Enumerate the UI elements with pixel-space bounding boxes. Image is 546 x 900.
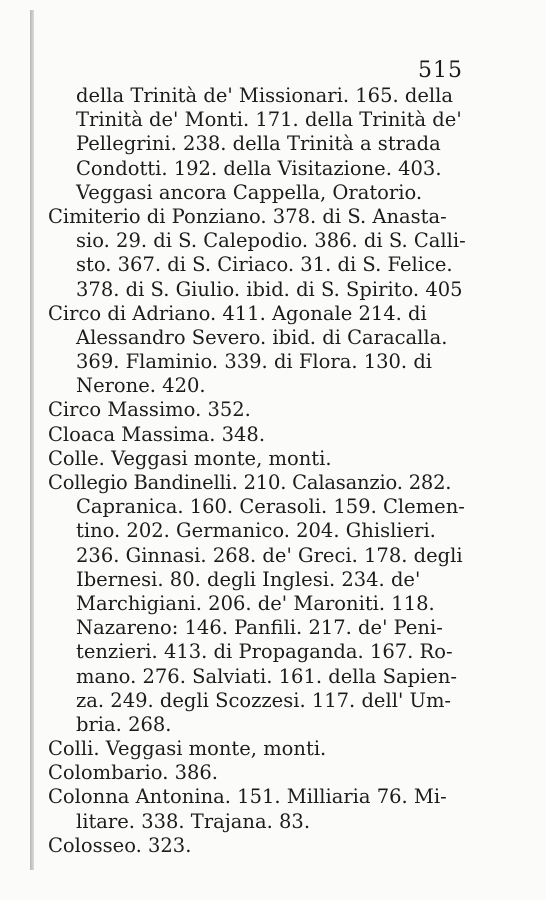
text-line: sto. 367. di S. Ciriaco. 31. di S. Felice. xyxy=(76,253,453,277)
text-line: Capranica. 160. Cerasoli. 159. Clemen- xyxy=(76,495,465,519)
page-binding-edge xyxy=(30,10,34,870)
text-line: Alessandro Severo. ibid. di Caracalla. xyxy=(76,325,448,349)
text-line: za. 249. degli Scozzesi. 117. dell' Um- xyxy=(76,688,452,712)
text-line: Trinità de' Monti. 171. della Trinità de' xyxy=(76,108,462,132)
text-line: Nazareno: 146. Panfili. 217. de' Peni- xyxy=(76,616,443,640)
index-entry-line: Cimiterio di Ponziano. 378. di S. Anasta- xyxy=(48,204,447,228)
index-entry-line: Collegio Bandinelli. 210. Calasanzio. 282. xyxy=(48,471,452,494)
text-line: 369. Flaminio. 339. di Flora. 130. di xyxy=(76,350,433,374)
index-entry-line: Colosseo. 323. xyxy=(48,833,192,857)
index-entry-line: Cloaca Massima. 348. xyxy=(48,422,266,446)
index-entry-line: Colli. Veggasi monte, monti. xyxy=(48,737,327,761)
text-line: litare. 338. Trajana. 83. xyxy=(76,809,311,833)
text-line: tenzieri. 413. di Propaganda. 167. Ro- xyxy=(76,640,453,664)
text-line: sio. 29. di S. Calepodio. 386. di S. Calli- xyxy=(76,229,466,253)
text-line: mano. 276. Salviati. 161. della Sapien- xyxy=(76,664,457,688)
text-line: Condotti. 192. della Visitazione. 403. xyxy=(76,156,442,180)
index-entry-line: Colombario. 386. xyxy=(48,761,219,785)
text-line: 378. di S. Giulio. ibid. di S. Spirito. 405 xyxy=(76,277,463,301)
index-entry-line: Circo Massimo. 352. xyxy=(48,398,251,422)
text-line: Nerone. 420. xyxy=(76,374,206,398)
text-line: Ibernesi. 80. degli Inglesi. 234. de' xyxy=(76,567,421,591)
text-line: tino. 202. Germanico. 204. Ghislieri. xyxy=(76,519,436,543)
text-line: 236. Ginnasi. 268. de' Greci. 178. degli xyxy=(76,543,463,567)
page-number: 515 xyxy=(418,58,463,83)
index-text-block xyxy=(48,84,468,858)
text-line: Pellegrini. 238. della Trinità a strada xyxy=(76,132,441,156)
index-entry-line: Circo di Adriano. 411. Agonale 214. di xyxy=(48,301,427,325)
index-entry-line: Colle. Veggasi monte, monti. xyxy=(48,446,332,470)
index-entry-line: Colonna Antonina. 151. Milliaria 76. Mi- xyxy=(48,785,447,809)
text-line: Veggasi ancora Cappella, Oratorio. xyxy=(76,180,423,204)
text-line: Marchigiani. 206. de' Maroniti. 118. xyxy=(76,591,435,615)
text-line: della Trinità de' Missionari. 165. della xyxy=(76,84,453,107)
text-line: bria. 268. xyxy=(76,712,172,736)
